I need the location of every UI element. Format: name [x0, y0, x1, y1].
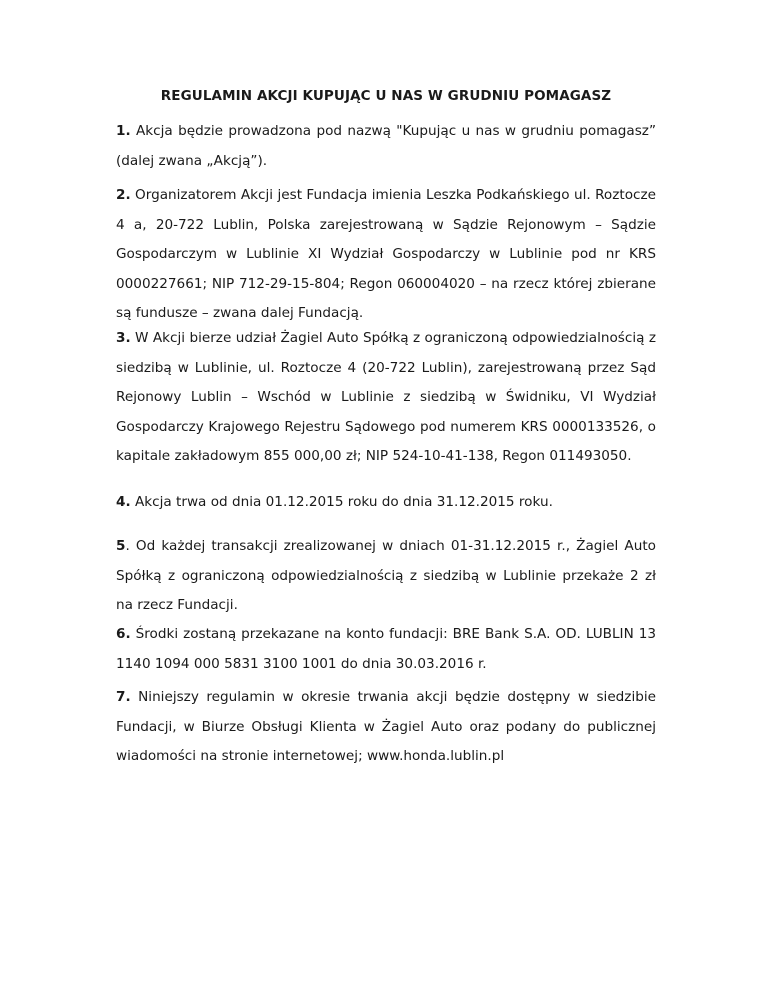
paragraph-number: 4. — [116, 494, 131, 510]
paragraph-5 — [116, 532, 656, 621]
paragraph-text: Środki zostaną przekazane na konto fundacji: BRE Bank S.A. OD. LUBLIN 13 1140 1094 000 5831 3100 1001 do dnia 30.03.2016 r. — [116, 626, 656, 672]
document-title: REGULAMIN AKCJI KUPUJĄC U NAS W GRUDNIU POMAGASZ — [160, 88, 612, 104]
paragraph-3 — [116, 324, 656, 472]
paragraph-4 — [116, 488, 656, 518]
paragraph-text: Akcja trwa od dnia 01.12.2015 roku do dnia 31.12.2015 roku. — [130, 494, 553, 510]
paragraph-text: Organizatorem Akcji jest Fundacja imienia Leszka Podkańskiego ul. Roztocze 4 a, 20-722 Lublin, Polska zarejestrowaną w Sądzie Rejonowym – Sądzie Gospodarczym w Lublinie XI Wydział Gospodarczy w Lublinie pod nr KRS 0000227661; NIP 712-29-15-804; Regon 060004020 – na rzecz której zbierane są fundusze – zwana dalej Fundacją. — [116, 187, 656, 321]
paragraph-text: W Akcji bierze udział Żagiel Auto Spółką z ograniczoną odpowiedzialnością z siedzibą w Lublinie, ul. Roztocze 4 (20-722 Lublin), zarejestrowaną przez Sąd Rejonowy Lublin – Wschód w Lublinie z siedzibą w Świdniku, VI Wydział Gospodarczy Krajowego Rejestru Sądowego pod numerem KRS 0000133526, o kapitale zakładowym 855 000,00 zł; NIP 524-10-41-138, Regon 011493050. — [116, 330, 656, 464]
paragraph-2 — [116, 181, 656, 329]
paragraph-7 — [116, 683, 656, 772]
paragraph-1 — [116, 117, 656, 176]
paragraph-6 — [116, 620, 656, 679]
paragraph-text: . Od każdej transakcji zrealizowanej w dniach 01-31.12.2015 r., Żagiel Auto Spółką z ograniczoną odpowiedzialnością z siedzibą w Lublinie przekaże 2 zł na rzecz Fundacji. — [116, 538, 656, 613]
paragraph-number: 3. — [116, 330, 131, 346]
paragraph-number: 1. — [116, 123, 131, 139]
paragraph-number: 7. — [116, 689, 131, 705]
paragraph-number: 6. — [116, 626, 131, 642]
paragraph-text: Niniejszy regulamin w okresie trwania akcji będzie dostępny w siedzibie Fundacji, w Biurze Obsługi Klienta w Żagiel Auto oraz podany do publicznej wiadomości na stronie internetowej; www.honda.lublin.pl — [116, 689, 656, 764]
paragraph-text: Akcja będzie prowadzona pod nazwą "Kupując u nas w grudniu pomagasz” (dalej zwana „Akcją”). — [116, 123, 656, 169]
paragraph-number: 2. — [116, 187, 131, 203]
paragraph-number: 5 — [116, 538, 126, 554]
